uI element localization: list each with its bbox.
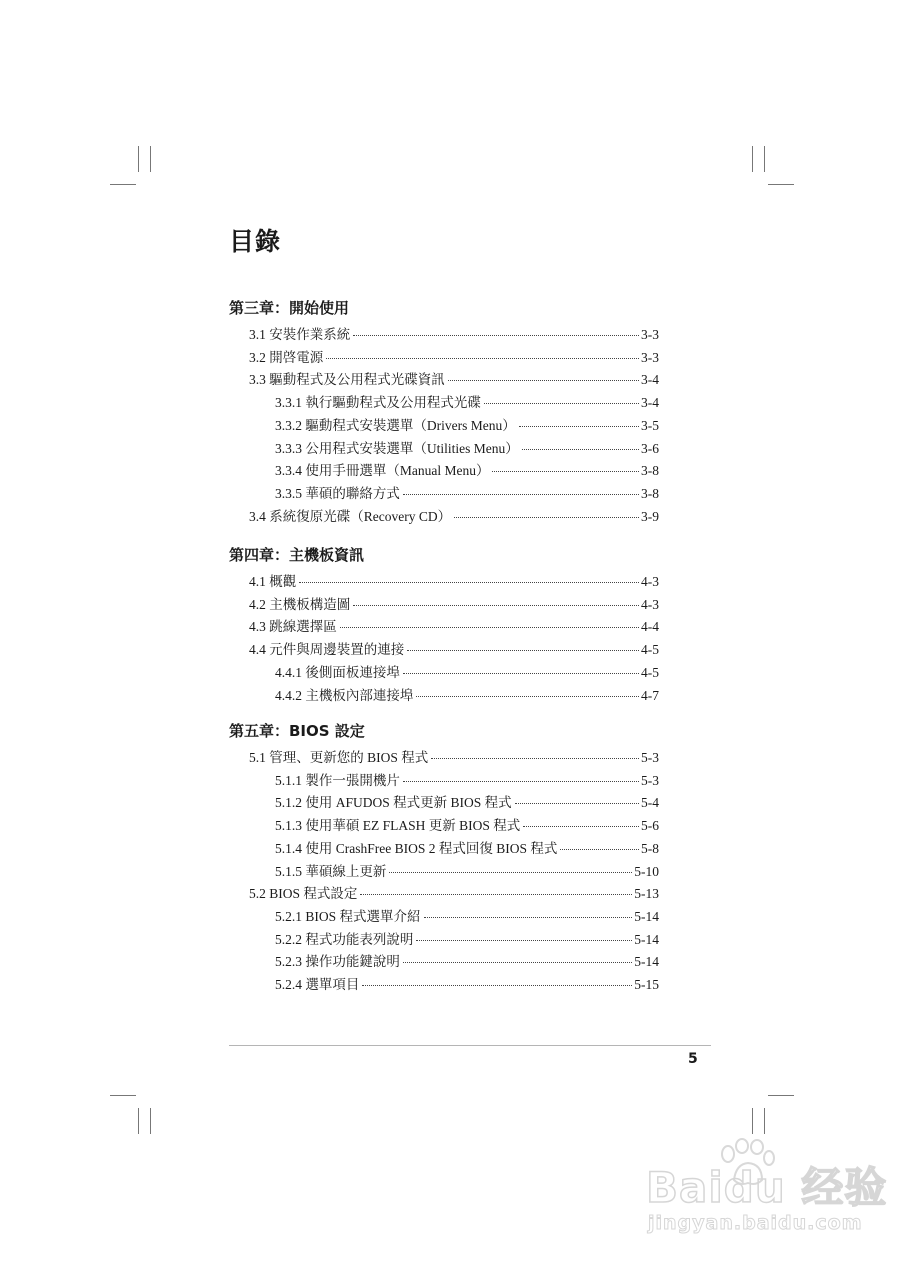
toc-entry[interactable] bbox=[249, 506, 659, 528]
toc-entry[interactable] bbox=[275, 815, 659, 837]
toc-entry-page: 5-3 bbox=[641, 750, 659, 765]
toc-entry-label: 5.2.3 操作功能鍵說明 bbox=[275, 954, 400, 970]
toc-entry-page: 4-4 bbox=[641, 619, 659, 635]
toc-entry-label: 3.3.2 驅動程式安裝選單（Drivers Menu） bbox=[275, 417, 516, 433]
toc-entry-page: 3-5 bbox=[641, 417, 659, 433]
toc-entry-page: 3-4 bbox=[641, 395, 659, 411]
toc-entry[interactable] bbox=[275, 838, 659, 860]
toc-entry[interactable] bbox=[275, 662, 659, 684]
toc-entry[interactable] bbox=[249, 594, 659, 616]
dot-leader bbox=[403, 781, 639, 782]
toc-entry-page: 5-14 bbox=[634, 908, 659, 924]
toc-entry-label: 4.1 概觀 bbox=[249, 574, 297, 589]
toc-entry-label: 4.4.1 後側面板連接埠 bbox=[275, 664, 400, 680]
toc-entry[interactable] bbox=[249, 639, 659, 661]
dot-leader bbox=[448, 380, 639, 381]
toc-entry[interactable] bbox=[249, 883, 659, 905]
toc-entry[interactable] bbox=[275, 460, 659, 482]
dot-leader bbox=[403, 962, 632, 963]
toc-entry-page: 3-3 bbox=[641, 349, 659, 365]
toc-entry-label: 3.3.4 使用手冊選單（Manual Menu） bbox=[275, 463, 490, 479]
toc-entry[interactable] bbox=[275, 929, 659, 951]
toc-entry[interactable] bbox=[275, 906, 659, 928]
toc-entry-label: 3.3.1 執行驅動程式及公用程式光碟 bbox=[275, 395, 481, 411]
toc-entry-page: 4-7 bbox=[641, 687, 659, 703]
toc-entry[interactable] bbox=[275, 438, 659, 460]
toc-entry-label: 3.3.3 公用程式安裝選單（Utilities Menu） bbox=[275, 440, 519, 456]
toc-entry-page: 3-9 bbox=[641, 508, 659, 524]
toc-entry[interactable] bbox=[275, 770, 659, 792]
toc-entry[interactable] bbox=[275, 792, 659, 814]
toc-entry-page: 5-14 bbox=[634, 954, 659, 970]
toc-entry[interactable] bbox=[275, 951, 659, 973]
toc-entry-page: 4-3 bbox=[641, 596, 659, 612]
toc-entry[interactable] bbox=[275, 392, 659, 414]
toc-entry-label: 5.1 管理、更新您的 BIOS 程式 bbox=[249, 750, 429, 765]
toc-entry-label: 3.4 系統復原光碟（Recovery CD） bbox=[249, 508, 452, 524]
toc-entry-page: 4-3 bbox=[641, 574, 659, 589]
toc-entry-page: 3-8 bbox=[641, 463, 659, 479]
toc-entry-page: 5-6 bbox=[641, 818, 659, 834]
toc-entry-label: 5.2 BIOS 程式設定 bbox=[249, 886, 358, 902]
watermark-url: jingyan.baidu.com bbox=[648, 1212, 863, 1234]
toc-entry[interactable] bbox=[249, 747, 659, 769]
toc-entry-label: 5.2.4 選單項目 bbox=[275, 977, 360, 992]
toc-entry-page: 5-15 bbox=[634, 977, 659, 992]
dot-leader bbox=[353, 605, 639, 606]
toc-entry-label: 5.1.3 使用華碩 EZ FLASH 更新 BIOS 程式 bbox=[275, 818, 521, 834]
toc-entry-label: 3.2 開啓電源 bbox=[249, 349, 324, 365]
toc-entry-label: 4.4 元件與周邊裝置的連接 bbox=[249, 642, 405, 658]
toc-entry-page: 4-5 bbox=[641, 664, 659, 680]
toc-entry[interactable] bbox=[249, 616, 659, 638]
dot-leader bbox=[403, 673, 639, 674]
toc-entry-page: 3-3 bbox=[641, 327, 659, 342]
dot-leader bbox=[515, 803, 639, 804]
footer-divider bbox=[229, 1045, 711, 1046]
dot-leader bbox=[522, 449, 639, 450]
toc-entry[interactable] bbox=[275, 483, 659, 505]
toc-entry-label: 4.3 跳線選擇區 bbox=[249, 619, 337, 635]
chapter-heading: 第五章：BIOS 設定 bbox=[229, 722, 365, 740]
dot-leader bbox=[403, 494, 639, 495]
toc-entry-label: 3.1 安裝作業系統 bbox=[249, 327, 351, 342]
toc-entry[interactable] bbox=[275, 415, 659, 437]
toc-entry-page: 5-3 bbox=[641, 772, 659, 788]
watermark-logo: Baidu 经验 bbox=[646, 1163, 888, 1212]
toc-entry-label: 3.3.5 華碩的聯絡方式 bbox=[275, 485, 400, 501]
toc-entry[interactable] bbox=[275, 861, 659, 883]
toc-entry[interactable] bbox=[249, 347, 659, 369]
toc-entry-page: 5-4 bbox=[641, 795, 659, 811]
toc-entry-page: 5-10 bbox=[634, 863, 659, 879]
dot-leader bbox=[492, 471, 639, 472]
toc-entry-label: 4.4.2 主機板內部連接埠 bbox=[275, 687, 414, 703]
chapter-heading: 第三章：開始使用 bbox=[229, 299, 350, 317]
toc-entry-label: 4.2 主機板構造圖 bbox=[249, 596, 351, 612]
toc-entry[interactable] bbox=[275, 974, 659, 996]
toc-entry[interactable] bbox=[249, 369, 659, 391]
dot-leader bbox=[416, 940, 632, 941]
dot-leader bbox=[424, 917, 633, 918]
dot-leader bbox=[407, 650, 639, 651]
toc-entry-page: 5-13 bbox=[634, 886, 659, 902]
dot-leader bbox=[353, 335, 639, 336]
dot-leader bbox=[360, 894, 632, 895]
toc-entry-page: 5-14 bbox=[634, 931, 659, 947]
dot-leader bbox=[484, 403, 639, 404]
dot-leader bbox=[340, 627, 639, 628]
dot-leader bbox=[519, 426, 639, 427]
toc-entry[interactable] bbox=[249, 571, 659, 593]
dot-leader bbox=[389, 872, 632, 873]
toc-entry-page: 5-8 bbox=[641, 840, 659, 856]
dot-leader bbox=[362, 985, 632, 986]
toc-entry-label: 5.2.2 程式功能表列說明 bbox=[275, 931, 414, 947]
dot-leader bbox=[431, 758, 639, 759]
toc-entry-page: 3-6 bbox=[641, 440, 659, 456]
dot-leader bbox=[416, 696, 639, 697]
toc-entry[interactable] bbox=[249, 324, 659, 346]
page-title: 目錄 bbox=[229, 227, 282, 256]
toc-entry[interactable] bbox=[275, 685, 659, 707]
toc-entry-label: 5.1.5 華碩線上更新 bbox=[275, 863, 387, 879]
dot-leader bbox=[299, 582, 639, 583]
toc-entry-label: 5.1.2 使用 AFUDOS 程式更新 BIOS 程式 bbox=[275, 795, 512, 811]
toc-entry-label: 3.3 驅動程式及公用程式光碟資訊 bbox=[249, 372, 445, 388]
toc-entry-label: 5.2.1 BIOS 程式選單介紹 bbox=[275, 908, 421, 924]
toc-entry-label: 5.1.4 使用 CrashFree BIOS 2 程式回復 BIOS 程式 bbox=[275, 840, 558, 856]
toc-entry-page: 3-4 bbox=[641, 372, 659, 388]
dot-leader bbox=[560, 849, 639, 850]
page-number: 5 bbox=[688, 1051, 698, 1067]
toc-entry-label: 5.1.1 製作一張開機片 bbox=[275, 772, 400, 788]
toc-entry-page: 3-8 bbox=[641, 485, 659, 501]
toc-entry-page: 4-5 bbox=[641, 642, 659, 658]
chapter-heading: 第四章：主機板資訊 bbox=[229, 546, 365, 564]
dot-leader bbox=[326, 358, 639, 359]
dot-leader bbox=[523, 826, 639, 827]
dot-leader bbox=[454, 517, 639, 518]
